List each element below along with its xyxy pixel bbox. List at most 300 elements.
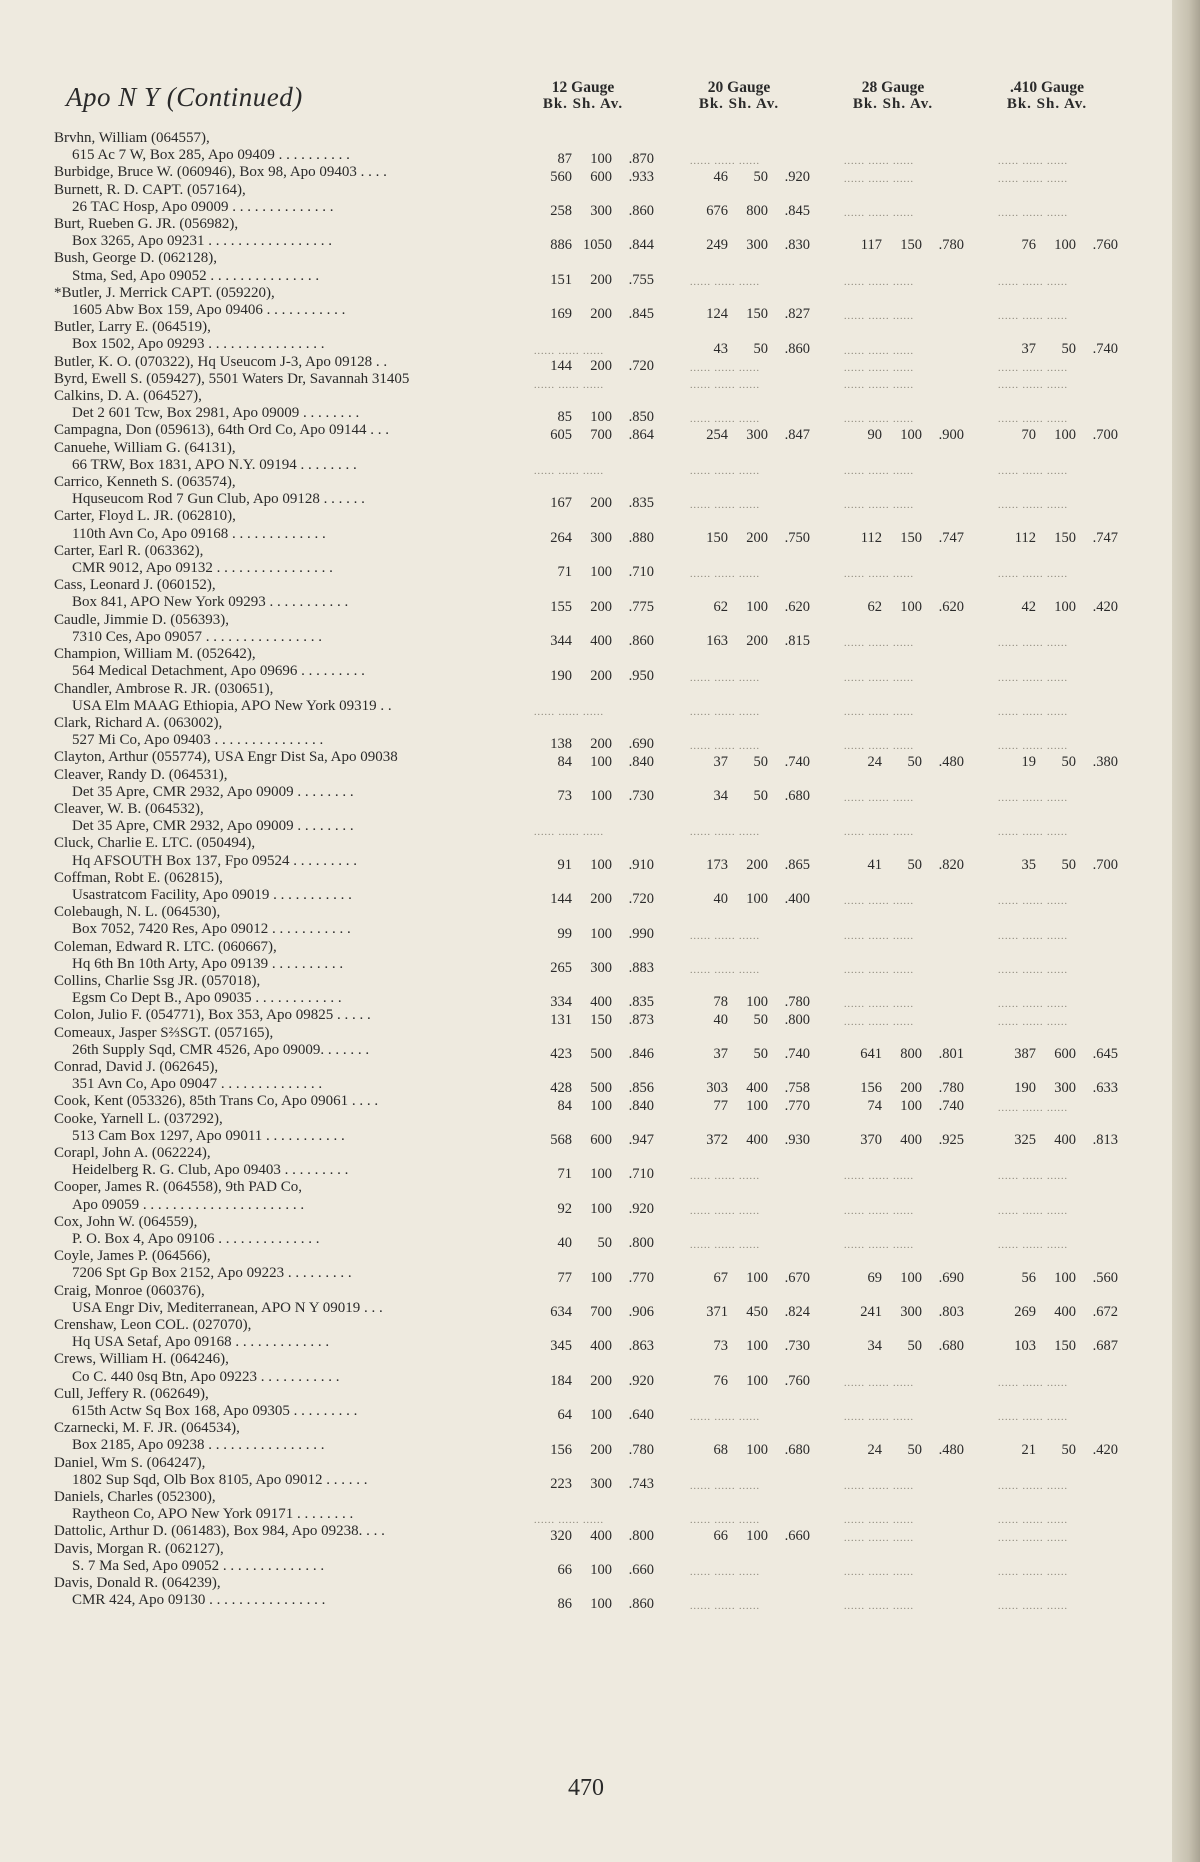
member-name: Colebaugh, N. L. (064530), (54, 904, 221, 921)
member-address: Box 3265, Apo 09231 . . . . . . . . . . . . . . . . . (72, 233, 333, 250)
gauge-score-410: ...... ...... ...... (998, 208, 1068, 220)
score-shot: 100 (900, 426, 922, 443)
score-average: .680 (784, 787, 810, 804)
score-average: .620 (938, 598, 964, 615)
gauge-header-410 (972, 80, 1122, 112)
member-address: Hq 6th Bn 10th Arty, Apo 09139 . . . . . . . . . . (72, 955, 344, 972)
score-shot: 400 (590, 1527, 612, 1544)
score-broken: 167 (550, 495, 572, 512)
gauge-subheader: Bk. Sh. Av. (698, 96, 780, 112)
member-address: USA Elm MAAG Ethiopia, APO New York 09319 . . (72, 697, 392, 714)
score-average: .800 (628, 1527, 654, 1544)
score-average: .900 (938, 426, 964, 443)
member-entry (0, 216, 1172, 254)
member-entry (0, 1144, 1172, 1183)
score-shot: 50 (1061, 856, 1076, 873)
score-broken: 84 (557, 1097, 572, 1114)
score-broken: 325 (1014, 1131, 1036, 1148)
member-name: Davis, Morgan R. (062127), (54, 1540, 224, 1557)
score-broken: 254 (706, 426, 728, 443)
gauge-score-28: ...... ...... ...... (844, 1532, 914, 1544)
score-broken: 264 (550, 529, 572, 546)
member-entry (0, 1575, 1172, 1613)
member-address: USA Engr Div, Mediterranean, APO N Y 09019 . . . (72, 1299, 383, 1316)
score-shot: 100 (590, 1166, 612, 1183)
member-entry (0, 1385, 1172, 1424)
score-shot: 50 (907, 1338, 922, 1355)
member-entry (0, 508, 1172, 546)
member-entry (0, 1024, 1172, 1062)
gauge-score-20: ...... ...... ...... (690, 1412, 760, 1424)
member-entry (0, 1317, 1172, 1355)
gauge-score-28: ...... ...... ...... (844, 311, 914, 323)
score-broken: 269 (1014, 1304, 1036, 1321)
gauge-score-20: ...... ...... ...... (690, 706, 760, 718)
score-broken: 35 (1021, 856, 1036, 873)
score-broken: 103 (1014, 1338, 1036, 1355)
score-broken: 68 (713, 1441, 728, 1458)
score-shot: 100 (590, 787, 612, 804)
member-name: Davis, Donald R. (064239), (54, 1575, 221, 1592)
score-broken: 423 (550, 1045, 572, 1062)
score-average: .710 (628, 1166, 654, 1183)
gauge-score-410: ...... ...... ...... (998, 569, 1068, 581)
score-broken: 24 (867, 1441, 882, 1458)
gauge-score-28: ...... ...... ...... (844, 362, 914, 374)
score-average: .930 (784, 1131, 810, 1148)
score-average: .865 (784, 856, 810, 873)
score-shot: 50 (753, 1011, 768, 1028)
score-shot: 200 (746, 856, 768, 873)
member-entry (0, 749, 1172, 770)
score-broken: 76 (713, 1372, 728, 1389)
score-broken: 74 (867, 1097, 882, 1114)
score-average: .380 (1092, 753, 1118, 770)
gauge-score-28: ...... ...... ...... (844, 638, 914, 650)
member-address: CMR 424, Apo 09130 . . . . . . . . . . . . . . . . (72, 1592, 326, 1609)
gauge-score-28: ...... ...... ...... (844, 1515, 914, 1527)
gauge-score-28: ...... ...... ...... (844, 1601, 914, 1613)
score-shot: 50 (1061, 340, 1076, 357)
score-average: .740 (938, 1097, 964, 1114)
member-address: 615 Ac 7 W, Box 285, Apo 09409 . . . . . . . . . . (72, 147, 350, 164)
gauge-score-12 (534, 1596, 674, 1613)
score-broken: 112 (860, 529, 882, 546)
member-entry (0, 1523, 1172, 1544)
score-shot: 400 (746, 1131, 768, 1148)
gauge-header-20 (664, 80, 814, 112)
score-average: .990 (628, 925, 654, 942)
gauge-score-28: ...... ...... ...... (844, 792, 914, 804)
gauge-score-12: ...... ...... ...... (534, 466, 604, 478)
score-average: .633 (1092, 1080, 1118, 1097)
gauge-score-28: ...... ...... ...... (844, 1171, 914, 1183)
score-average: .780 (784, 994, 810, 1011)
member-name: Daniels, Charles (052300), (54, 1489, 216, 1506)
score-average: .740 (1092, 340, 1118, 357)
score-shot: 50 (597, 1235, 612, 1252)
score-shot: 300 (590, 203, 612, 220)
gauge-score-410: ...... ...... ...... (998, 1481, 1068, 1493)
score-broken: 66 (557, 1562, 572, 1579)
gauge-score-410: ...... ...... ...... (998, 638, 1068, 650)
member-entry (0, 577, 1172, 615)
score-shot: 200 (746, 633, 768, 650)
score-broken: 73 (557, 787, 572, 804)
score-broken: 634 (550, 1304, 572, 1321)
score-average: .480 (938, 753, 964, 770)
score-broken: 568 (550, 1131, 572, 1148)
gauge-score-28: ...... ...... ...... (844, 1205, 914, 1217)
member-entry (0, 1351, 1172, 1389)
gauge-score-28: ...... ...... ...... (844, 1016, 914, 1028)
member-name: Caudle, Jimmie D. (056393), (54, 611, 229, 628)
member-address: 351 Avn Co, Apo 09047 . . . . . . . . . . . . . . (72, 1076, 323, 1093)
score-average: .863 (628, 1338, 654, 1355)
gauge-score-28: ...... ...... ...... (844, 1240, 914, 1252)
score-broken: 641 (860, 1045, 882, 1062)
member-name: Crenshaw, Leon COL. (027070), (54, 1317, 252, 1334)
gauge-score-28: ...... ...... ...... (844, 706, 914, 718)
score-average: .883 (628, 959, 654, 976)
score-shot: 100 (590, 1562, 612, 1579)
score-average: .420 (1092, 1441, 1118, 1458)
score-average: .845 (628, 306, 654, 323)
member-name: Butler, Larry E. (064519), (54, 319, 211, 336)
score-broken: 34 (713, 787, 728, 804)
score-broken: 86 (557, 1596, 572, 1613)
gauge-score-410: ...... ...... ...... (998, 896, 1068, 908)
member-name: Czarnecki, M. F. JR. (064534), (54, 1420, 240, 1437)
score-shot: 200 (590, 1441, 612, 1458)
member-address: Hq AFSOUTH Box 137, Fpo 09524 . . . . . . . . . (72, 852, 358, 869)
score-broken: 173 (706, 856, 728, 873)
score-average: .870 (628, 151, 654, 168)
member-name: Bush, George D. (062128), (54, 250, 218, 267)
score-broken: 40 (557, 1235, 572, 1252)
gauge-score-28: ...... ...... ...... (844, 466, 914, 478)
score-average: .680 (938, 1338, 964, 1355)
score-average: .687 (1092, 1338, 1118, 1355)
member-name: Cleaver, W. B. (064532), (54, 800, 204, 817)
score-average: .920 (784, 168, 810, 185)
member-entry (0, 1179, 1172, 1217)
score-shot: 400 (590, 994, 612, 1011)
score-shot: 200 (900, 1080, 922, 1097)
gauge-score-20: ...... ...... ...... (690, 1567, 760, 1579)
member-address: 7206 Spt Gp Box 2152, Apo 09223 . . . . . . . . . (72, 1265, 352, 1282)
score-shot: 400 (590, 633, 612, 650)
score-broken: 66 (713, 1527, 728, 1544)
score-shot: 100 (746, 1372, 768, 1389)
score-average: .760 (1092, 237, 1118, 254)
score-broken: 37 (1021, 340, 1036, 357)
score-average: .400 (784, 891, 810, 908)
member-entry (0, 869, 1172, 908)
gauge-score-28: ...... ...... ...... (844, 741, 914, 753)
score-average: .560 (1092, 1269, 1118, 1286)
book-page-edge (1172, 0, 1200, 1862)
score-average: .620 (784, 598, 810, 615)
member-name: Cass, Leonard J. (060152), (54, 577, 216, 594)
member-address: Co C. 440 0sq Btn, Apo 09223 . . . . . . . . . . . (72, 1368, 340, 1385)
member-address: Det 2 601 Tcw, Box 2981, Apo 09009 . . . . . . . . (72, 405, 360, 422)
score-shot: 100 (746, 1441, 768, 1458)
score-shot: 100 (900, 1097, 922, 1114)
score-average: .864 (628, 426, 654, 443)
gauge-score-410: ...... ...... ...... (998, 380, 1068, 392)
score-shot: 100 (1054, 426, 1076, 443)
score-average: .906 (628, 1304, 654, 1321)
score-average: .813 (1092, 1131, 1118, 1148)
member-entry (0, 1454, 1172, 1493)
member-address: Det 35 Apre, CMR 2932, Apo 09009 . . . . . . . . (72, 783, 354, 800)
member-name: Cooper, James R. (064558), 9th PAD Co, (54, 1179, 303, 1196)
score-shot: 400 (590, 1338, 612, 1355)
score-broken: 169 (550, 306, 572, 323)
score-shot: 100 (590, 856, 612, 873)
gauge-score-410: ...... ...... ...... (998, 1515, 1068, 1527)
member-address: Usastratcom Facility, Apo 09019 . . . . . . . . . . . (72, 886, 352, 903)
score-average: .845 (784, 203, 810, 220)
score-average: .860 (628, 1596, 654, 1613)
member-address: 564 Medical Detachment, Apo 09696 . . . . . . . . . (72, 663, 365, 680)
score-shot: 100 (590, 1097, 612, 1114)
score-shot: 200 (590, 1372, 612, 1389)
score-shot: 50 (753, 753, 768, 770)
gauge-subheader: Bk. Sh. Av. (852, 96, 934, 112)
gauge-score-28: ...... ...... ...... (844, 345, 914, 357)
score-broken: 37 (713, 1045, 728, 1062)
score-broken: 71 (557, 564, 572, 581)
member-address: CMR 9012, Apo 09132 . . . . . . . . . . . . . . . . (72, 560, 333, 577)
gauge-score-410: ...... ...... ...... (998, 466, 1068, 478)
gauge-name: 28 Gauge (861, 79, 925, 96)
score-broken: 64 (557, 1407, 572, 1424)
page-header (0, 0, 1172, 140)
member-entry (0, 370, 1172, 392)
page-number: 470 (568, 1775, 604, 1801)
gauge-score-20: ...... ...... ...... (690, 362, 760, 374)
member-address: 1802 Sup Sqd, Olb Box 8105, Apo 09012 . . . . . . (72, 1471, 368, 1488)
score-broken: 344 (550, 633, 572, 650)
gauge-name: .410 Gauge (1009, 79, 1085, 96)
score-broken: 77 (557, 1269, 572, 1286)
score-broken: 67 (713, 1269, 728, 1286)
score-average: .672 (1092, 1304, 1118, 1321)
score-broken: 92 (557, 1200, 572, 1217)
score-broken: 151 (550, 271, 572, 288)
member-entry (0, 972, 1172, 1011)
member-address: 527 Mi Co, Apo 09403 . . . . . . . . . . . . . . . (72, 732, 324, 749)
member-name: Colon, Julio F. (054771), Box 353, Apo 09825 . . . . . (54, 1007, 371, 1024)
score-average: .847 (784, 426, 810, 443)
score-average: .920 (628, 1372, 654, 1389)
score-broken: 223 (550, 1476, 572, 1493)
member-address: 110th Avn Co, Apo 09168 . . . . . . . . . . . . . (72, 525, 326, 542)
gauge-score-12: ...... ...... ...... (534, 1515, 604, 1527)
member-name: Burbidge, Bruce W. (060946), Box 98, Apo 09403 . . . . (54, 164, 387, 181)
score-shot: 50 (753, 340, 768, 357)
gauge-score-410: ...... ...... ...... (998, 156, 1068, 168)
score-broken: 40 (713, 1011, 728, 1028)
score-average: .933 (628, 168, 654, 185)
score-shot: 50 (907, 856, 922, 873)
member-name: Butler, K. O. (070322), Hq Useucom J-3, Apo 09128 . . (54, 353, 388, 370)
score-shot: 300 (1054, 1080, 1076, 1097)
score-shot: 300 (590, 1476, 612, 1493)
score-broken: 155 (550, 598, 572, 615)
score-average: .720 (628, 357, 654, 374)
score-average: .860 (784, 340, 810, 357)
score-average: .856 (628, 1080, 654, 1097)
member-entry (0, 1248, 1172, 1286)
gauge-score-410: ...... ...... ...... (998, 173, 1068, 185)
member-entry (0, 1058, 1172, 1097)
score-shot: 150 (900, 529, 922, 546)
score-shot: 450 (746, 1304, 768, 1321)
member-name: Clayton, Arthur (055774), USA Engr Dist Sa, Apo 09038 (54, 749, 398, 766)
member-name: Crews, William H. (064246), (54, 1351, 229, 1368)
gauge-score-20: ...... ...... ...... (690, 1240, 760, 1252)
member-entry (0, 1540, 1172, 1579)
member-address: Box 7052, 7420 Res, Apo 09012 . . . . . . . . . . . (72, 921, 351, 938)
member-name: Daniel, Wm S. (064247), (54, 1454, 206, 1471)
score-broken: 156 (860, 1080, 882, 1097)
member-entry (0, 1093, 1172, 1114)
member-entry (0, 319, 1172, 357)
score-shot: 100 (1054, 1269, 1076, 1286)
score-average: .830 (784, 237, 810, 254)
member-name: Burt, Rueben G. JR. (056982), (54, 216, 239, 233)
gauge-score-410: ...... ...... ...... (998, 1412, 1068, 1424)
gauge-score-20: ...... ...... ...... (690, 276, 760, 288)
gauge-score-28: ...... ...... ...... (844, 827, 914, 839)
score-broken: 91 (557, 856, 572, 873)
member-entry (0, 542, 1172, 581)
score-shot: 100 (746, 994, 768, 1011)
score-average: .780 (938, 237, 964, 254)
score-broken: 150 (706, 529, 728, 546)
member-name: Corapl, John A. (062224), (54, 1144, 211, 1161)
score-shot: 100 (746, 1338, 768, 1355)
score-average: .780 (628, 1441, 654, 1458)
member-entry (0, 164, 1172, 185)
score-shot: 1050 (583, 237, 612, 254)
member-name: Collins, Charlie Ssg JR. (057018), (54, 972, 261, 989)
score-shot: 800 (746, 203, 768, 220)
score-listing (0, 130, 1172, 1613)
score-broken: 69 (867, 1269, 882, 1286)
score-shot: 50 (907, 753, 922, 770)
gauge-score-410: ...... ...... ...... (998, 827, 1068, 839)
score-average: .950 (628, 667, 654, 684)
score-average: .880 (628, 529, 654, 546)
score-broken: 190 (550, 667, 572, 684)
gauge-score-410: ...... ...... ...... (998, 362, 1068, 374)
score-average: .840 (628, 1097, 654, 1114)
member-entry (0, 904, 1172, 942)
score-broken: 320 (550, 1527, 572, 1544)
gauge-score-28: ...... ...... ...... (844, 896, 914, 908)
member-address: Apo 09059 . . . . . . . . . . . . . . . . . . . . . . (72, 1196, 305, 1213)
score-broken: 85 (557, 409, 572, 426)
score-broken: 163 (706, 633, 728, 650)
gauge-score-410: ...... ...... ...... (998, 672, 1068, 684)
gauge-score-20: ...... ...... ...... (690, 964, 760, 976)
score-shot: 100 (1054, 237, 1076, 254)
score-average: .645 (1092, 1045, 1118, 1062)
score-average: .820 (938, 856, 964, 873)
score-broken: 34 (867, 1338, 882, 1355)
member-name: Cook, Kent (053326), 85th Trans Co, Apo 09061 . . . . (54, 1093, 379, 1110)
score-shot: 100 (590, 1269, 612, 1286)
gauge-subheader: Bk. Sh. Av. (1006, 96, 1088, 112)
member-name: Champion, William M. (052642), (54, 646, 256, 663)
member-entry (0, 714, 1172, 753)
score-shot: 100 (746, 1269, 768, 1286)
score-average: .670 (784, 1269, 810, 1286)
score-broken: 156 (550, 1441, 572, 1458)
score-shot: 100 (590, 1407, 612, 1424)
score-shot: 300 (590, 959, 612, 976)
score-shot: 200 (590, 667, 612, 684)
score-broken: 84 (557, 753, 572, 770)
member-name: Byrd, Ewell S. (059427), 5501 Waters Dr, Savannah 31405 (54, 370, 410, 387)
member-entry (0, 938, 1172, 976)
gauge-score-20: ...... ...... ...... (690, 1601, 760, 1613)
gauge-score-28: ...... ...... ...... (844, 276, 914, 288)
score-shot: 500 (590, 1080, 612, 1097)
member-name: Coffman, Robt E. (062815), (54, 869, 223, 886)
gauge-score-28: ...... ...... ...... (844, 1377, 914, 1389)
score-broken: 24 (867, 753, 882, 770)
score-shot: 100 (746, 1097, 768, 1114)
score-shot: 100 (590, 753, 612, 770)
score-broken: 112 (1014, 529, 1036, 546)
gauge-score-12: ...... ...... ...... (534, 827, 604, 839)
gauge-score-28: ...... ...... ...... (844, 999, 914, 1011)
score-broken: 37 (713, 753, 728, 770)
score-shot: 300 (746, 426, 768, 443)
score-broken: 138 (550, 736, 572, 753)
score-broken: 62 (713, 598, 728, 615)
score-average: .743 (628, 1476, 654, 1493)
member-address: Stma, Sed, Apo 09052 . . . . . . . . . . . . . . . (72, 267, 320, 284)
score-broken: 41 (867, 856, 882, 873)
gauge-score-28: ...... ...... ...... (844, 569, 914, 581)
gauge-score-20: ...... ...... ...... (690, 930, 760, 942)
gauge-score-20: ...... ...... ...... (690, 1205, 760, 1217)
score-average: .420 (1092, 598, 1118, 615)
score-shot: 200 (590, 306, 612, 323)
gauge-score-410: ...... ...... ...... (998, 1205, 1068, 1217)
score-average: .824 (784, 1304, 810, 1321)
score-shot: 100 (590, 1200, 612, 1217)
gauge-score-410: ...... ...... ...... (998, 311, 1068, 323)
score-shot: 300 (746, 237, 768, 254)
score-broken: 76 (1021, 237, 1036, 254)
member-entry (0, 646, 1172, 684)
gauge-score-28: ...... ...... ...... (844, 173, 914, 185)
score-broken: 372 (706, 1131, 728, 1148)
score-broken: 46 (713, 168, 728, 185)
score-shot: 100 (590, 925, 612, 942)
score-shot: 50 (907, 1441, 922, 1458)
member-name: Cull, Jeffery R. (062649), (54, 1385, 209, 1402)
score-average: .700 (1092, 426, 1118, 443)
score-shot: 200 (746, 529, 768, 546)
